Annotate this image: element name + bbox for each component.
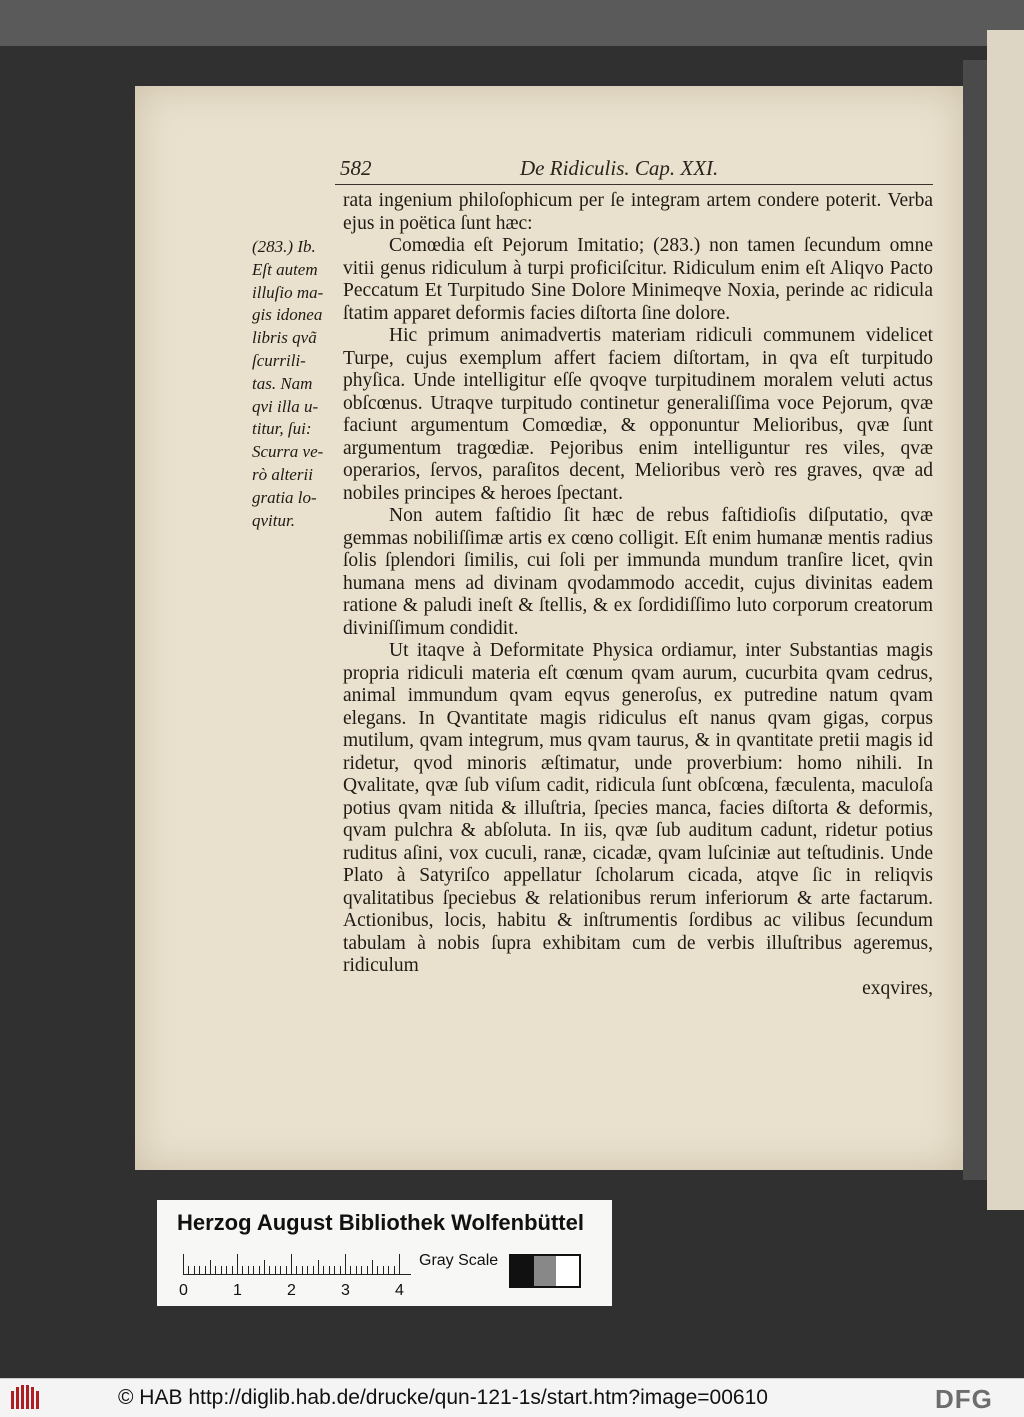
ruler-tick xyxy=(188,1266,189,1274)
ruler-tick xyxy=(237,1254,238,1274)
ruler-tick xyxy=(215,1266,216,1274)
scan-top-band xyxy=(0,0,1024,46)
copyright-link[interactable]: © HAB http://diglib.hab.de/drucke/qun-121-1s/start.htm?image=00610 xyxy=(118,1386,768,1409)
gray-scale-label: Gray Scale xyxy=(419,1252,499,1269)
paragraph-1: rata ingenium philoſophicum per ſe integram artem condere poterit. Verba ejus in poëtica ſunt hæc: xyxy=(343,190,933,234)
note-line: ſcurrili- xyxy=(252,350,306,370)
book-gutter xyxy=(963,60,987,1180)
header-rule xyxy=(335,184,933,185)
ruler-tick xyxy=(318,1260,319,1274)
ruler-number: 0 xyxy=(179,1282,188,1299)
note-line: gis idonea xyxy=(252,305,323,325)
ruler-tick xyxy=(313,1266,314,1274)
ruler-tick xyxy=(329,1266,330,1274)
gray-scale-patches xyxy=(509,1254,581,1288)
paragraph-3: Hic primum animadvertis materiam ridiculi communem videlicet Turpe, cujus exemplum affert faciem diſtortam, in qva eſt turpitudo phyſica. Unde intelligitur eſſe qvoqve turpitudinem moralem veluti actus obſcœnus. Utraqve turpitudo continetur generaliſſima voce Pejorum, qvæ faciunt argumentum Comœdiæ, & opponuntur Melioribus, qvæ ſunt argumentum tragœdiæ. Pejoribus enim intelliguntur res viles, qvæ operarios, ſervos, paraſitos decent, Melioribus verò res graves, qvæ ad nobiles principes & heroes ſpectant. xyxy=(343,325,933,504)
note-line: illuſio ma- xyxy=(252,282,324,302)
running-title: De Ridiculis. Cap. XXI. xyxy=(520,156,719,180)
gray-patch-black xyxy=(511,1256,534,1286)
gray-patch-white xyxy=(556,1256,579,1286)
dfg-logo: DFG xyxy=(935,1384,993,1414)
ruler-tick xyxy=(253,1266,254,1274)
ruler-tick xyxy=(334,1266,335,1274)
ruler-tick xyxy=(361,1266,362,1274)
ruler-tick xyxy=(296,1266,297,1274)
ruler-number: 3 xyxy=(341,1282,350,1299)
ruler-tick xyxy=(302,1266,303,1274)
ruler-tick xyxy=(210,1260,211,1274)
library-name: Herzog August Bibliothek Wolfenbüttel xyxy=(177,1210,584,1235)
ruler-tick xyxy=(248,1266,249,1274)
ruler-tick xyxy=(242,1266,243,1274)
ruler-tick xyxy=(232,1266,233,1274)
page-number: 582 xyxy=(340,156,372,180)
ruler-tick xyxy=(183,1254,184,1274)
ruler-tick xyxy=(350,1266,351,1274)
marginal-note xyxy=(252,236,344,532)
paragraph-5: Ut itaqve à Deformitate Physica ordiamur, inter Substantias magis propria ridiculi materia eſt cœnum qvam aurum, cucurbita qvam cedrus, animal immundum qvam eqvus generoſus, ex putredine natum qvam elegans. In Qvantitate magis ridiculus eſt nanus qvam gigas, corpus mutilum, qvam integrum, mus qvam taurus, & in qvantitate pretii magis id ridetur, qvod minoris æſtimatur, unde proverbium: homo nihili. In Qvalitate, qvæ ſub viſum cadit, ridicula ſunt obſcœna, fæculenta, maculoſa potius qvam nitida & illuſtria, ſpecies manca, facies diſtorta & deformis, qvam pulchra & abſoluta. In iis, qvæ ſub auditum cadunt, ridetur potius ruditus aſini, vox cuculi, ranæ, cicadæ, qvam luſciniæ aut teſtudinis. Unde Plato à Satyriſco appellatur ſcholarum cicada, atqve ſic in reliqvis qvalitatibus ſpeciebus & relationibus rerum inferiorum & arte factarum. Actionibus, locis, habitu & inſtrumentis ſordibus ac vilibus ſecundum tabulam à nobis ſupra exhibitam cum de verbis illuſtribus ageremus, ridiculum xyxy=(343,640,933,976)
ruler-tick xyxy=(259,1266,260,1274)
note-line: qvitur. xyxy=(252,510,295,530)
paragraph-4: Non autem faſtidio ſit hæc de rebus faſtidioſis diſputatio, qvæ gemmas nobiliſſimæ artis ex cœno colligit. Eſt enim humanæ mentis radius ſolis ſplendori ſimilis, cui ſoli per immunda mundum tranſire licet, qvin humana mens ad divinam qvodammodo accedit, cujus divinitas eadem ratione & paludi ineſt & ſtellis, & ex ſordidiſſimo luto corporum creatorum diviniſſimum condidit. xyxy=(343,505,933,639)
scale-ruler xyxy=(183,1252,411,1275)
ruler-tick xyxy=(323,1266,324,1274)
ruler-tick xyxy=(269,1266,270,1274)
ruler-number: 1 xyxy=(233,1282,242,1299)
note-line: tas. Nam xyxy=(252,373,313,393)
note-line: libris qvã xyxy=(252,328,317,348)
facing-page-edge xyxy=(987,30,1024,1210)
ruler-tick xyxy=(275,1266,276,1274)
ruler-tick xyxy=(280,1266,281,1274)
ruler-tick xyxy=(340,1266,341,1274)
ruler-tick xyxy=(291,1254,292,1274)
ruler-tick xyxy=(399,1254,400,1274)
note-line: Scurra ve- xyxy=(252,442,324,462)
ruler-tick xyxy=(205,1266,206,1274)
gray-patch-mid xyxy=(534,1256,557,1286)
ruler-number: 4 xyxy=(395,1282,404,1299)
note-line: qvi illa u- xyxy=(252,396,319,416)
ruler-tick xyxy=(221,1266,222,1274)
ruler-tick xyxy=(372,1260,373,1274)
ruler-number: 2 xyxy=(287,1282,296,1299)
note-line: gratia lo- xyxy=(252,487,317,507)
ruler-tick xyxy=(199,1266,200,1274)
note-line: Eſt autem xyxy=(252,259,318,279)
note-line: titur, ſui: xyxy=(252,419,312,439)
ruler-tick xyxy=(345,1254,346,1274)
ruler-tick xyxy=(367,1266,368,1274)
ruler-tick xyxy=(356,1266,357,1274)
ruler-tick xyxy=(383,1266,384,1274)
ruler-tick xyxy=(394,1266,395,1274)
running-header xyxy=(340,156,940,184)
paragraph-2: Comœdia eſt Pejorum Imitatio; (283.) non tamen ſecundum omne vitii genus ridiculum à turpi proficiſcitur. Ridiculum enim eſt Aliqvo Pacto Peccatum Et Turpitudo Sine Dolore Minimeqve Noxia, perinde ac ridicula ſtatim apparet deformis facies diſtorta ſine dolore. xyxy=(343,235,933,324)
ruler-tick xyxy=(307,1266,308,1274)
note-line: rò alterii xyxy=(252,464,313,484)
note-line: (283.) Ib. xyxy=(252,237,316,256)
ruler-tick xyxy=(264,1260,265,1274)
ruler-tick xyxy=(226,1266,227,1274)
ruler-tick xyxy=(388,1266,389,1274)
footer-bar xyxy=(0,1378,1024,1417)
color-target-card xyxy=(157,1200,612,1306)
ruler-tick xyxy=(286,1266,287,1274)
ruler-tick xyxy=(194,1266,195,1274)
hab-logo-icon xyxy=(10,1385,42,1411)
catchword: exqvires, xyxy=(862,977,933,999)
main-text xyxy=(343,190,933,1000)
ruler-tick xyxy=(377,1266,378,1274)
